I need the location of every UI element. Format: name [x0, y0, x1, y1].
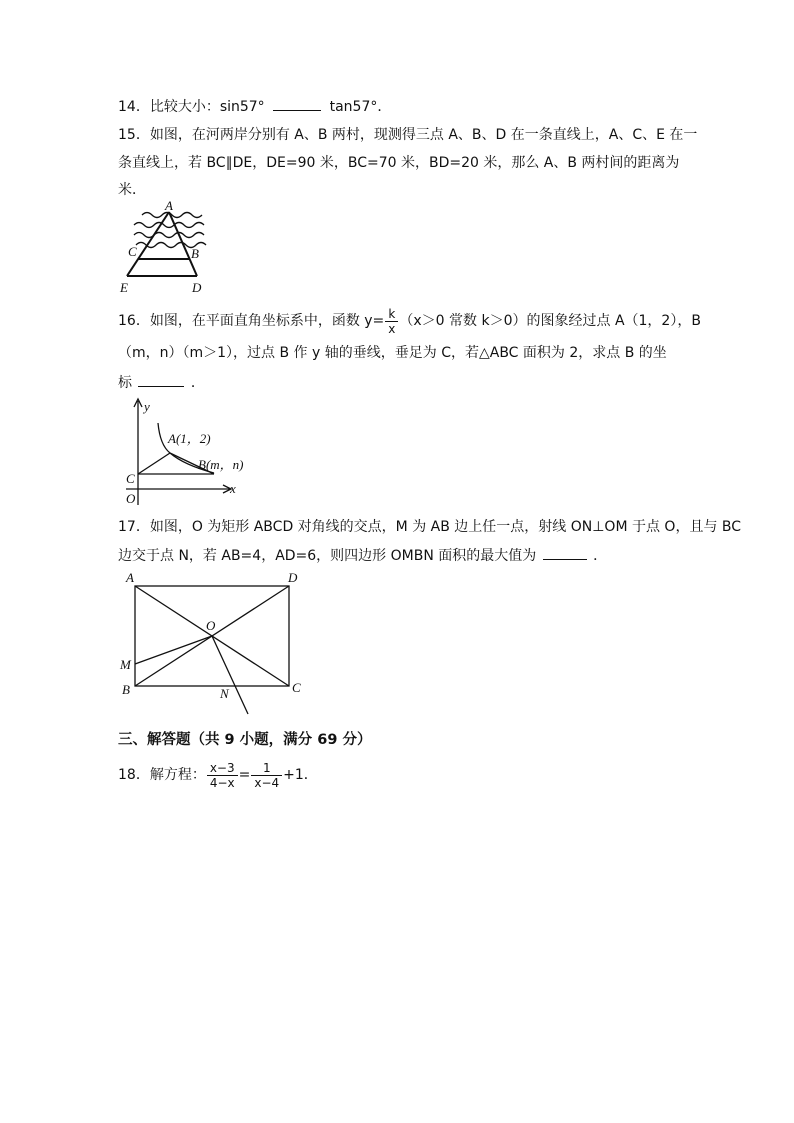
q15-label-D: D: [192, 280, 202, 295]
q17-label-O: O: [206, 618, 216, 633]
q16-line2: （m，n）（m＞1），过点 B 作 y 轴的垂线，垂足为 C，若△ABC 面积为 2，求点 B 的坐: [118, 345, 667, 361]
q18-f2-num: 1: [251, 761, 282, 776]
q17-line1: 17．如图，O 为矩形 ABCD 对角线的交点，M 为 AB 边上任一点，射线 ON⊥OM 于点 O，且与 BC: [118, 519, 742, 535]
q15-label-E: E: [120, 280, 128, 295]
question-18: [118, 758, 318, 792]
q18-f1-den: 4−x: [209, 775, 235, 790]
q18-f2-den: x−4: [254, 775, 280, 790]
q18-fraction-1: [207, 761, 238, 790]
q16-line3-prefix: 标: [118, 375, 132, 391]
q16-line3-suffix: ．: [190, 375, 205, 391]
q16-label-A: A(1，2): [168, 431, 211, 446]
q15-figure: [112, 198, 222, 298]
q16-label-B: B(m，n): [198, 457, 244, 472]
q18-f1-num: x−3: [207, 761, 238, 776]
section-3-title: 三、解答题（共 9 小题，满分 69 分）: [118, 732, 372, 748]
q16-line3: [118, 372, 205, 393]
q17-label-M: M: [120, 657, 131, 672]
q15-line3: 米．: [118, 182, 146, 198]
q16-frac-num: k: [385, 307, 398, 322]
q17-label-B: B: [122, 682, 130, 697]
q17-line2-prefix: 边交于点 N，若 AB=4，AD=6，则四边形 OMBN 面积的最大值为: [118, 548, 537, 564]
q16-label-x: x: [230, 481, 236, 496]
q15-label-C: C: [128, 244, 137, 259]
q15-label-B: B: [191, 246, 199, 261]
q14-suffix: tan57°．: [329, 99, 392, 115]
q16-figure: [112, 393, 252, 513]
q18-prefix: 18．解方程：: [118, 767, 206, 783]
q17-figure: [112, 568, 312, 716]
q17-label-A: A: [126, 570, 134, 585]
q16-label-O: O: [126, 491, 136, 506]
q17-label-D: D: [288, 570, 298, 585]
q14-prefix: 14．比较大小：sin57°: [118, 99, 265, 115]
q16-label-C: C: [126, 471, 135, 486]
q15-line2: 条直线上，若 BC∥DE，DE=90 米，BC=70 米，BD=20 米，那么 A、B 两村间的距离为: [118, 155, 680, 171]
q16-frac-den: x: [388, 321, 396, 336]
q16-line1: [118, 306, 701, 336]
q16-label-y: y: [144, 399, 150, 414]
q17-label-N: N: [220, 686, 229, 701]
question-14: [118, 96, 391, 117]
q17-label-C: C: [292, 680, 301, 695]
q15-line1: 15．如图，在河两岸分别有 A、B 两村，现测得三点 A、B、D 在一条直线上，A、C、E 在一: [118, 127, 698, 143]
q16-answer-blank[interactable]: [138, 372, 184, 387]
q18-suffix: +1．: [283, 767, 318, 783]
q16-line1-suffix: （x＞0 常数 k＞0）的图象经过点 A（1，2），B: [399, 313, 701, 329]
q17-answer-blank[interactable]: [543, 545, 587, 560]
q14-answer-blank[interactable]: [273, 96, 321, 111]
q17-line2-suffix: ．: [593, 548, 608, 564]
q18-equals: =: [238, 767, 251, 783]
q16-line1-prefix: 16．如图，在平面直角坐标系中，函数 y=: [118, 313, 385, 329]
q18-fraction-2: [251, 761, 282, 790]
q16-fraction: [385, 307, 398, 336]
q17-line2: [118, 545, 607, 566]
q15-label-A: A: [165, 198, 173, 213]
